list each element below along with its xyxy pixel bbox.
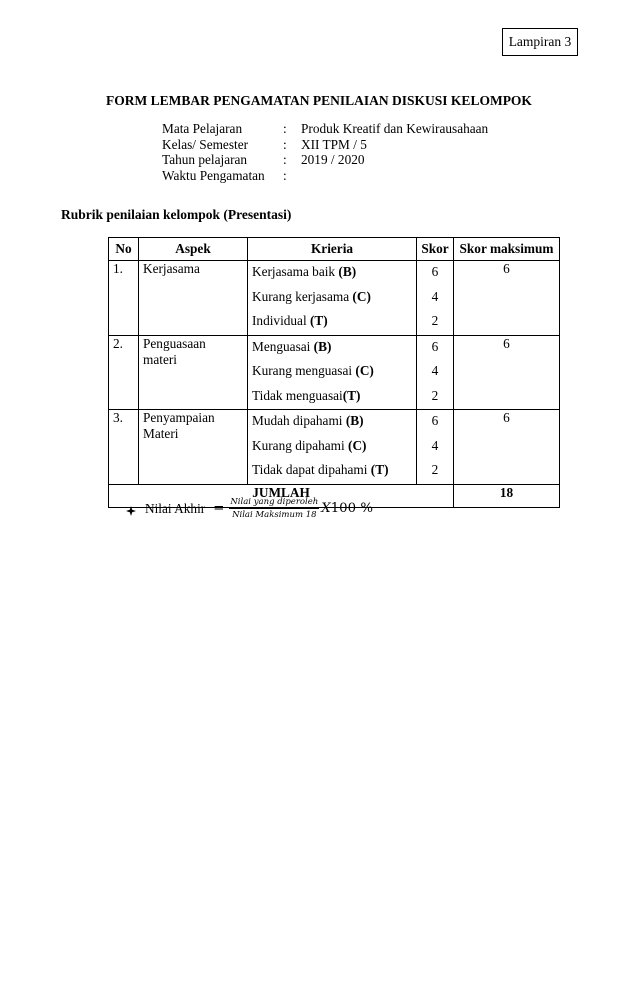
row-aspek: Penyampaian Materi [139, 410, 248, 485]
criterion-text: Tidak dapat dipahami [252, 462, 371, 477]
score: 2 [431, 462, 439, 477]
row-max-score: 6 [454, 410, 560, 485]
criterion-text: Mudah dipahami [252, 413, 346, 428]
row-no: 3. [109, 410, 139, 485]
criterion-grade: (B) [313, 338, 332, 354]
row-aspek: Kerjasama [139, 261, 248, 336]
criterion-text: Kerjasama baik [252, 264, 339, 279]
formula-fraction [229, 497, 319, 520]
criterion-text: Tidak menguasai [252, 387, 343, 403]
rubric-subheading: Rubrik penilaian kelompok (Presentasi) [61, 207, 292, 222]
criterion-grade: (T) [342, 387, 361, 403]
criterion [252, 385, 412, 410]
row-max-score: 6 [454, 261, 560, 336]
meta-label: Kelas/ Semester [162, 136, 249, 152]
meta-value: XII TPM / 5 [301, 136, 367, 152]
table-row [109, 410, 560, 485]
formula-times: X [321, 501, 331, 516]
meta-value: 2019 / 2020 [301, 152, 365, 167]
formula-denominator: Nilai Maksimum 18 [232, 510, 317, 520]
score: 2 [431, 313, 439, 328]
jumlah-value: 18 [454, 484, 560, 507]
criterion-grade: (C) [352, 288, 371, 304]
score: 6 [431, 338, 439, 354]
meta-info [162, 121, 488, 183]
formula-factor: 100 % [330, 501, 373, 516]
criterion [252, 360, 412, 385]
header-no: No [109, 238, 139, 261]
criterion-grade: (T) [370, 462, 389, 477]
meta-colon: : [283, 152, 287, 167]
score: 6 [431, 413, 439, 428]
row-criteria [248, 335, 417, 410]
criterion-text: Individual [252, 313, 310, 328]
meta-row-time [162, 168, 488, 184]
meta-label: Tahun pelajaran [162, 152, 248, 167]
header-kriteria: Krieria [248, 238, 417, 261]
criterion [252, 310, 412, 335]
criterion [252, 435, 412, 460]
meta-row-class [162, 137, 488, 153]
score: 4 [431, 437, 439, 453]
meta-colon: : [283, 121, 287, 136]
meta-value: Produk Kreatif dan Kewirausahaan [301, 121, 489, 136]
criterion [252, 286, 412, 311]
score: 4 [431, 363, 439, 378]
criterion-grade: (C) [355, 363, 374, 378]
criterion-text: Kurang kerjasama [252, 288, 353, 304]
page-title: FORM LEMBAR PENGAMATAN PENILAIAN DISKUSI KELOMPOK [106, 93, 532, 108]
meta-colon: : [283, 167, 287, 183]
criterion-grade: (C) [348, 437, 367, 453]
criterion-text: Kurang dipahami [252, 437, 349, 453]
table-header-row [109, 238, 560, 261]
score: 2 [431, 387, 439, 403]
row-scores [417, 261, 454, 336]
formula-label: Nilai Akhir [145, 500, 206, 516]
jumlah-label: JUMLAH [109, 484, 454, 507]
meta-row-year [162, 152, 488, 168]
criterion-text: Menguasai [252, 338, 314, 354]
row-scores [417, 410, 454, 485]
header-skor-maksimum: Skor maksimum [454, 238, 560, 261]
formula-numerator: Nilai yang diperoleh [230, 497, 319, 507]
rubric-table [108, 237, 560, 508]
table-row [109, 335, 560, 410]
nilai-akhir-formula [126, 497, 373, 520]
row-aspek: Penguasaan materi [139, 335, 248, 410]
meta-row-subject [162, 121, 488, 137]
criterion [252, 261, 412, 286]
criterion-grade: (B) [345, 413, 364, 428]
lampiran-label: Lampiran 3 [502, 28, 578, 56]
row-no: 2. [109, 335, 139, 410]
criterion [252, 336, 412, 361]
meta-colon: : [283, 136, 287, 152]
row-criteria [248, 410, 417, 485]
formula-equals: = [213, 501, 225, 516]
diamond-bullet-icon [126, 504, 136, 514]
score: 6 [431, 264, 439, 279]
header-skor: Skor [417, 238, 454, 261]
meta-label: Waktu Pengamatan [162, 167, 265, 183]
criterion-grade: (B) [338, 264, 357, 279]
meta-label: Mata Pelajaran [162, 121, 243, 136]
row-max-score: 6 [454, 335, 560, 410]
row-no: 1. [109, 261, 139, 336]
score: 4 [431, 288, 439, 304]
row-criteria [248, 261, 417, 336]
row-scores [417, 335, 454, 410]
criterion-text: Kurang menguasai [252, 363, 356, 378]
table-row [109, 261, 560, 336]
criterion [252, 410, 412, 435]
criterion-grade: (T) [309, 313, 328, 328]
header-aspek: Aspek [139, 238, 248, 261]
criterion [252, 459, 412, 484]
